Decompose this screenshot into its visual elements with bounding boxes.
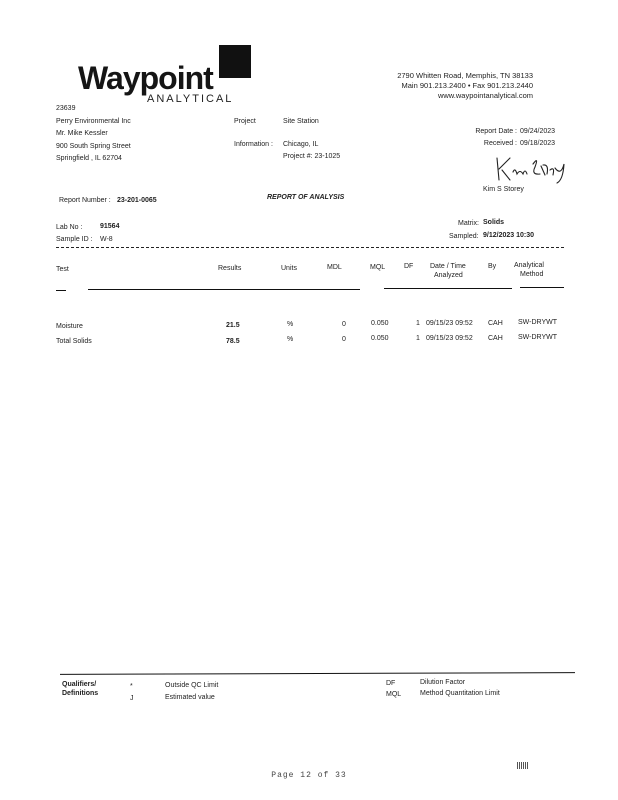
header-underline — [384, 288, 512, 289]
col-analyzed-header: Analyzed — [434, 272, 463, 279]
cell-mql: 0.050 — [371, 320, 389, 327]
project-number: Project #: 23-1025 — [283, 153, 341, 160]
definition-text-1: Dilution Factor — [420, 679, 466, 686]
signer-name: Kim S Storey — [483, 186, 524, 193]
col-results-header: Results — [218, 265, 242, 272]
cell-units: % — [287, 336, 294, 343]
col-test-header: Test — [56, 266, 69, 273]
sample-id-label: Sample ID : — [56, 236, 93, 243]
cell-by: CAH — [488, 335, 503, 342]
lab-no-label: Lab No : — [56, 224, 83, 231]
qualifier-text-1: Outside QC Limit — [165, 682, 219, 689]
cell-test: Total Solids — [56, 338, 92, 345]
client-company: Perry Environmental Inc — [56, 118, 131, 125]
cell-mdl: 0 — [342, 336, 346, 343]
lab-no-value: 91564 — [100, 223, 120, 230]
cell-date: 09/15/23 09:52 — [426, 335, 473, 342]
information-label: Information : — [234, 141, 273, 148]
report-date-label: Report Date : — [475, 128, 517, 135]
barcode-mark — [517, 762, 529, 769]
col-mql-header: MQL — [370, 264, 386, 271]
header-underline — [520, 287, 564, 288]
definition-text-2: Method Quantitation Limit — [420, 690, 500, 697]
report-number-value: 23-201-0065 — [117, 197, 157, 204]
logo-square-mark — [219, 45, 251, 78]
information-value: Chicago, IL — [283, 141, 319, 148]
lab-website: www.waypointanalytical.com — [437, 91, 533, 100]
col-units-header: Units — [281, 265, 297, 272]
report-title: REPORT OF ANALYSIS — [267, 194, 345, 201]
col-df-header: DF — [404, 263, 414, 270]
cell-mdl: 0 — [342, 321, 346, 328]
col-date-header: Date / Time — [430, 263, 466, 270]
cell-method: SW-DRYWT — [518, 334, 558, 341]
col-mdl-header: MDL — [327, 264, 342, 271]
qualifier-code-2: J — [130, 695, 134, 702]
report-date-value: 09/24/2023 — [520, 128, 556, 135]
client-street: 900 South Spring Street — [56, 143, 131, 150]
signature-mark — [493, 150, 568, 185]
matrix-label: Matrix: — [458, 220, 479, 227]
definition-code-2: MQL — [386, 691, 402, 698]
project-label: Project — [234, 118, 256, 125]
header-underline — [56, 290, 66, 291]
cell-units: % — [287, 321, 294, 328]
col-by-header: By — [488, 263, 497, 270]
qualifiers-label: Qualifiers/ — [62, 681, 97, 688]
col-method-header: Analytical — [514, 262, 544, 269]
cell-results: 21.5 — [226, 322, 240, 329]
cell-method: SW-DRYWT — [518, 319, 558, 326]
cell-df: 1 — [416, 335, 420, 342]
received-label: Received : — [483, 140, 517, 147]
cell-results: 78.5 — [226, 338, 240, 345]
col-method-header-2: Method — [520, 271, 544, 278]
received-value: 09/18/2023 — [520, 140, 556, 147]
footer-divider — [60, 672, 575, 675]
cell-by: CAH — [488, 320, 503, 327]
sample-divider — [56, 247, 564, 248]
sample-id-value: W-8 — [100, 236, 113, 243]
client-city: Springfield , IL 62704 — [56, 155, 122, 162]
matrix-value: Solids — [483, 219, 505, 226]
project-value: Site Station — [283, 118, 319, 125]
cell-test: Moisture — [56, 323, 83, 330]
page-number: Page 12 of 33 — [271, 771, 347, 780]
definition-code-1: DF — [386, 680, 396, 687]
sampled-value: 9/12/2023 10:30 — [483, 232, 534, 239]
client-contact: Mr. Mike Kessler — [56, 130, 108, 137]
report-number-label: Report Number : — [59, 197, 111, 204]
lab-phone-fax: Main 901.213.2400 • Fax 901.213.2440 — [401, 81, 533, 90]
qualifier-text-2: Estimated value — [165, 694, 215, 701]
client-code: 23639 — [56, 105, 76, 112]
qualifier-code-1: * — [130, 683, 133, 690]
lab-address: 2790 Whitten Road, Memphis, TN 38133 — [397, 71, 533, 80]
company-logo-subtitle: ANALYTICAL — [147, 93, 234, 105]
company-logo-text: Waypoint — [78, 60, 213, 96]
sampled-label: Sampled: — [449, 233, 479, 240]
cell-date: 09/15/23 09:52 — [426, 320, 473, 327]
definitions-label: Definitions — [62, 690, 99, 697]
cell-df: 1 — [416, 320, 420, 327]
cell-mql: 0.050 — [371, 335, 389, 342]
header-underline — [88, 289, 360, 290]
